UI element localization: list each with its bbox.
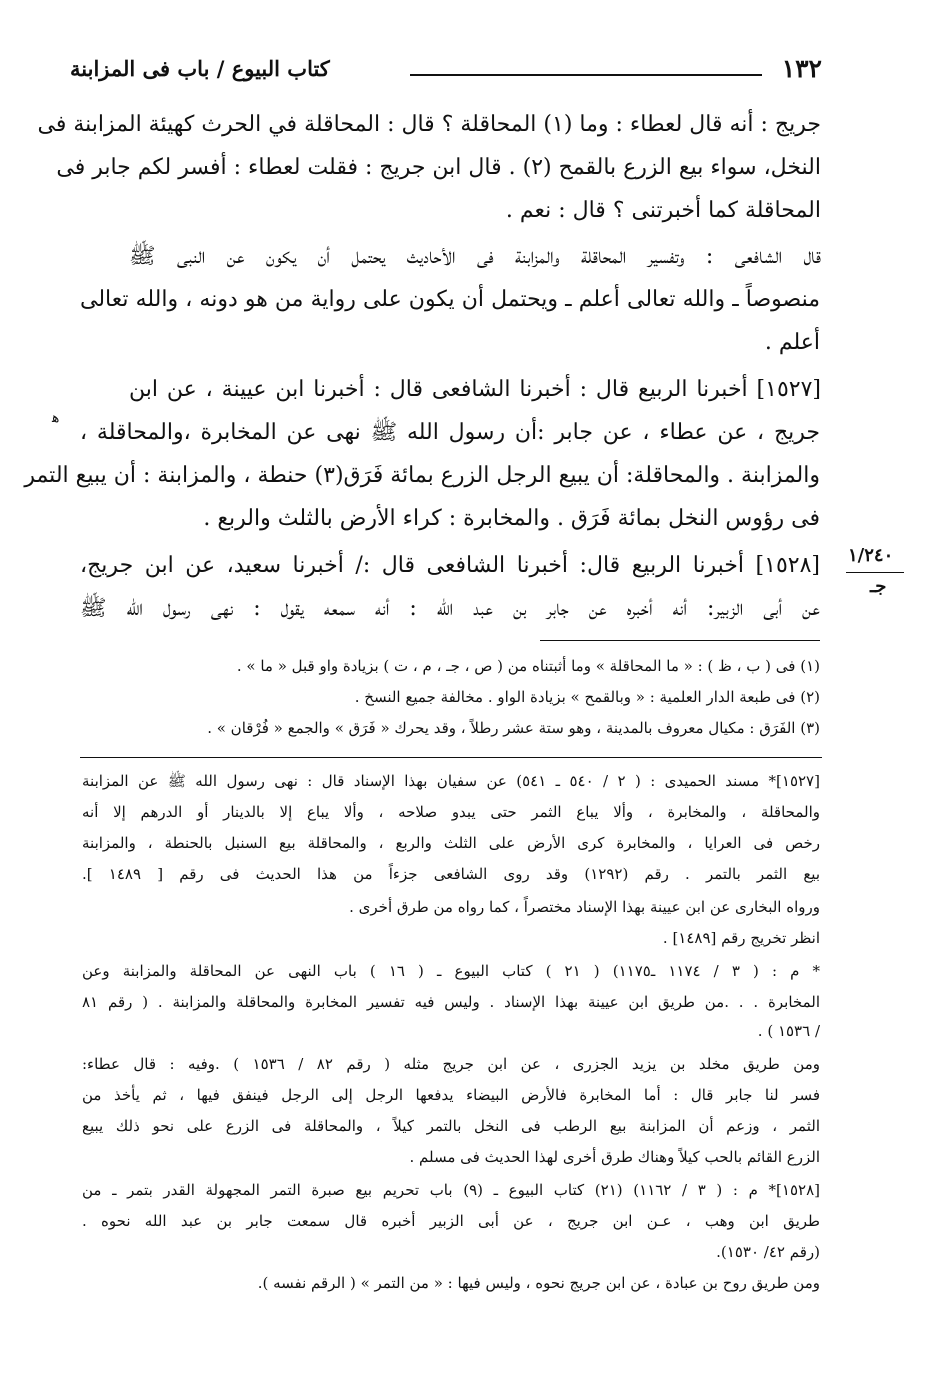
text-line: منصوصاً ـ والله تعالى أعلم ـ ويحتمل أن يكون على رواية من هو دونه ، والله تعالى bbox=[80, 287, 820, 312]
margin-letter: جـ bbox=[870, 576, 887, 597]
text-line: قال الشافعى : وتفسير المحاقلة والمزابنة فى الأحاديث يحتمل أن يكون عن النبى ﷺ bbox=[129, 244, 821, 269]
takhrij-line: ومن طريق مخلد بن يزيد الجزرى ، عن ابن جريج مثله ( رقم ٨٢ / ١٥٣٦ ) .وفيه : قال عطاء: bbox=[82, 1055, 821, 1073]
running-header bbox=[70, 52, 822, 92]
text-line: المحاقلة كما أخبرتنى ؟ قال : نعم . bbox=[505, 198, 821, 223]
text-line: جريج ، عن عطاء ، عن جابر :أن رسول الله ﷺ نهى عن المخابرة ،والمحاقلة ، bbox=[80, 420, 820, 445]
takhrij-line: ورواه البخارى عن ابن عيينة بهذا الإسناد مختصراً ، كما رواه من طرق أخرى . bbox=[349, 898, 820, 916]
takhrij-line: بيع الثمر بالتمر . رقم (١٢٩٢) وقد روى الشافعى جزءاً من هذا الحديث فى رقم [ ١٤٨٩ ]. bbox=[82, 865, 821, 883]
takhrij-line: [١٥٢٧]* مسند الحميدى : ( ٢ / ٥٤٠ ـ ٥٤١) عن سفيان بهذا الإسناد قال : نهى رسول الله ﷺ عن المزابنة bbox=[82, 772, 820, 790]
takhrij-line: والمحاقلة ، والمخابرة ، وألا يباع الثمر حتى يبدو صلاحه ، وألا يباع إلا بالدينار أو الدرهم إلا أنه bbox=[82, 803, 820, 821]
text-line: [١٥٢٧] أخبرنا الربيع قال : أخبرنا الشافعى قال : أخبرنا ابن عيينة ، عن ابن bbox=[129, 377, 821, 402]
takhrij-line: الثمر ، وزعم أن المزابنة بيع الرطب فى النخل بالتمر كيلاً ، والمحاقلة فى الزرع على نحو ذلك يبيع bbox=[82, 1117, 820, 1135]
text-line: النخل، سواء بيع الزرع بالقمح (٢) . قال ابن جريج : فقلت لعطاء : أفسر لكم جابر فى bbox=[56, 155, 821, 180]
footnote: (٣) الفَرَق : مكيال معروف بالمدينة ، وهو ستة عشر رطلاً ، وقد يحرك « فَرَق » والجمع « فُرْقان » . bbox=[207, 719, 820, 737]
takhrij-line: رخص فى العرايا ، والمخابرة كرى الأرض على الثلث والربع ، والمحاقلة بيع السنبل بالحنطة ، والمزابنة bbox=[82, 834, 820, 852]
takhrij-line: طريق ابن وهب ، عـن ابن جريج ، عن أبى الزبير أخبره قال سمعت جابر بن عبد الله نحوه . bbox=[82, 1212, 820, 1230]
takhrij-line: المخابرة . . .من طريق ابن عيينة بهذا الإسناد . وليس فيه تفسير المخابرة والمحاقلة والمزابنة . ( رقم ٨١ bbox=[82, 993, 820, 1011]
margin-mark: ﻫ bbox=[52, 410, 60, 426]
page-number: ١٣٢ bbox=[781, 54, 822, 83]
header-title: كتاب البيوع / باب فى المزابنة bbox=[70, 56, 330, 81]
footnote-rule bbox=[540, 640, 820, 641]
takhrij-line: ومن طريق روح بن عبادة ، عن ابن جريج نحوه ، وليس فيها : « من التمر » ( الرقم نفسه ). bbox=[257, 1274, 820, 1292]
footnote: (١) فى ( ب ، ظ ) : « ما المحاقلة » وما أثبتناه من ( ص ، جـ ، م ، ت ) بزيادة واو قبل « ما » . bbox=[236, 657, 820, 675]
takhrij-line: (رقم ٤٢/ ١٥٣٠). bbox=[716, 1243, 820, 1261]
text-line: عن أبى الزبير: أنه أخبره عن جابر بن عبد الله : أنه سمعه يقول : نهى رسول الله ﷺ bbox=[80, 596, 820, 621]
margin-folio: ١/٢٤٠ bbox=[848, 545, 894, 566]
takhrij-line: الزرع القائم بالحب كيلاً وهناك طرق أخرى لهذا الحديث فى مسلم . bbox=[409, 1148, 820, 1166]
takhrij-line: انظر تخريج رقم [١٤٨٩] . bbox=[662, 929, 820, 947]
margin-rule bbox=[846, 572, 904, 573]
text-line: والمزابنة . والمحاقلة: أن يبيع الرجل الزرع بمائة فَرَق(٣) حنطة ، والمزابنة : أن يبيع التمر bbox=[24, 463, 820, 488]
text-line: جريج : أنه قال لعطاء : وما (١) المحاقلة ؟ قال : المحاقلة في الحرث كهيئة المزابنة فى bbox=[37, 112, 821, 137]
takhrij-line: * م : ( ٣ / ١١٧٤ ـ١١٧٥) ( ٢١ ) كتاب البيوع ـ ( ١٦ ) باب النهى عن المحاقلة والمزابنة وعن bbox=[82, 962, 821, 980]
takhrij-rule bbox=[80, 757, 822, 758]
takhrij-line: [١٥٢٨]* م : ( ٣ / ١١٦٢) (٢١) كتاب البيوع ـ (٩) باب تحريم بيع صبرة التمر المجهولة القدر بتمر ـ من bbox=[82, 1181, 820, 1199]
footnote: (٢) فى طبعة الدار العلمية : « وبالقمح » بزيادة الواو . مخالفة جميع النسخ . bbox=[354, 688, 820, 706]
takhrij-line: فسر لنا جابر قال : أما المخابرة فالأرض البيضاء يدفعها الرجل إلى الرجل فينفق فيها ، ثم يأخذ من bbox=[82, 1086, 820, 1104]
header-rule bbox=[410, 74, 762, 76]
text-line: فى رؤوس النخل بمائة فَرَق . والمخابرة : كراء الأرض بالثلث والربع . bbox=[203, 506, 820, 531]
takhrij-line: / ١٥٣٦ ) . bbox=[757, 1022, 820, 1040]
text-line: [١٥٢٨] أخبرنا الربيع قال: أخبرنا الشافعى قال :/ أخبرنا سعيد، عن ابن جريج، bbox=[80, 553, 820, 578]
text-line: أعلم . bbox=[764, 330, 820, 355]
